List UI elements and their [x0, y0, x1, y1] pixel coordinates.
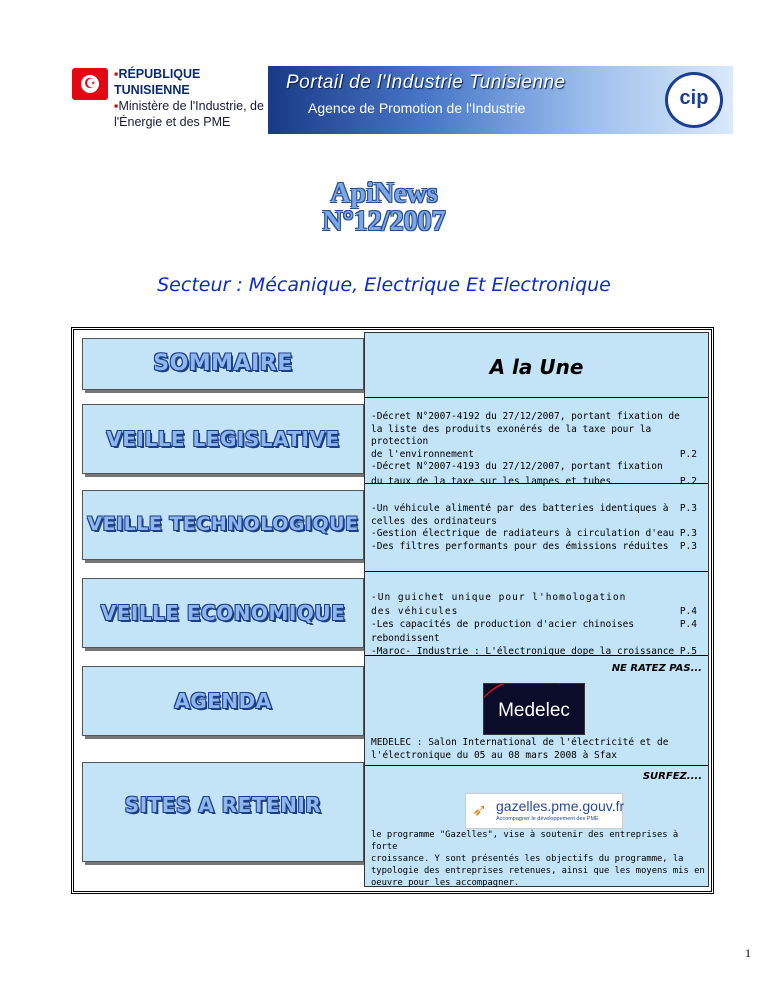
- veille-economique-box[interactable]: [82, 578, 364, 648]
- list-item[interactable]: celles des ordinateurs: [371, 515, 497, 527]
- list-item[interactable]: du taux de la taxe sur les lampes et tubes P.2: [371, 475, 697, 487]
- veille-legislative-heading: VEILLE LEGISLATIVE: [106, 427, 340, 451]
- list-item[interactable]: -Maroc- Industrie : L'électronique dope la croissance P.5: [371, 646, 697, 657]
- sommaire-box: [82, 338, 364, 390]
- sector-heading: Secteur : Mécanique, Electrique Et Electronique: [157, 274, 611, 296]
- content-column: [364, 332, 709, 887]
- sommaire-heading: SOMMAIRE: [153, 351, 293, 376]
- divider: [365, 483, 708, 484]
- republic-label: RÉPUBLIQUE TUNISIENNE: [114, 67, 201, 97]
- list-item[interactable]: la liste des produits exonérés de la taxe pour la protection: [371, 423, 652, 447]
- veille-legislative-box[interactable]: [82, 404, 364, 474]
- list-item[interactable]: -Décret N°2007-4192 du 27/12/2007, portant fixation de: [371, 411, 680, 422]
- list-item[interactable]: -Décret N°2007-4193 du 27/12/2007, portant fixation: [371, 461, 663, 472]
- divider: [365, 765, 708, 766]
- gazelles-logo[interactable]: ➶ gazelles.pme.gouv.fr Accompagner le développement des PME: [465, 793, 623, 829]
- agenda-heading: AGENDA: [174, 689, 272, 713]
- ministry-header: [72, 62, 268, 134]
- veille-technologique-box[interactable]: [82, 490, 364, 560]
- list-item[interactable]: de l'environnement P.2: [371, 448, 697, 460]
- summary-frame: [71, 327, 714, 894]
- cip-logo: cip: [665, 72, 723, 128]
- divider: [365, 655, 708, 656]
- tunisia-flag-icon: [72, 68, 108, 100]
- divider: [365, 397, 708, 398]
- medelec-logo[interactable]: Medelec: [483, 683, 585, 735]
- ministry-text: ▪RÉPUBLIQUE TUNISIENNE ▪Ministère de l'Industrie, de l'Énergie et des PME: [114, 67, 264, 129]
- portal-title: Portail de l'Industrie Tunisienne: [286, 72, 566, 93]
- ministry-label-2: l'Énergie et des PME: [114, 115, 231, 129]
- veille-economique-heading: VEILLE ECONOMIQUE: [100, 601, 346, 625]
- portal-banner: [268, 66, 733, 134]
- gazelle-icon: ➶: [472, 800, 488, 821]
- une-heading: A la Une: [489, 355, 584, 379]
- list-item[interactable]: -Un véhicule alimenté par des batteries identiques à P.3: [371, 503, 697, 514]
- list-item[interactable]: des véhicules P.4: [371, 605, 697, 617]
- list-item[interactable]: -Gestion électrique de radiateurs à circulation d'eau P.3: [371, 528, 697, 539]
- sites-note: SURFEZ....: [642, 771, 702, 782]
- legislative-list: [371, 411, 701, 488]
- list-item[interactable]: -Des filtres performants pour des émissions réduites P.3: [371, 540, 697, 552]
- page-number: 1: [745, 946, 751, 960]
- agenda-note: NE RATEZ PAS...: [611, 663, 702, 674]
- sites-text: le programme "Gazelles", vise à soutenir des entreprises à forte croissance. Y sont présentés les objectifs du programme, la typologie des entreprises retenues, ainsi que les moyens mis en oeuvre pour les accompagner.: [371, 830, 705, 888]
- economique-list: [371, 591, 701, 659]
- list-item[interactable]: -Un guichet unique pour l'homologation: [371, 592, 627, 603]
- veille-technologique-heading: VEILLE TECHNOLOGIQUE: [87, 513, 359, 535]
- technologique-list: [371, 503, 701, 553]
- sites-heading: SITES A RETENIR: [124, 793, 322, 817]
- agency-subtitle: Agence de Promotion de l'Industrie: [308, 100, 526, 116]
- agenda-box[interactable]: [82, 666, 364, 736]
- list-item[interactable]: -Les capacités de production d'acier chinoises rebondissent P.4: [371, 619, 697, 644]
- sites-box[interactable]: [82, 762, 364, 862]
- newsletter-issue: N°12/2007: [322, 206, 446, 237]
- ministry-label: Ministère de l'Industrie, de: [118, 99, 264, 113]
- divider: [365, 571, 708, 572]
- newsletter-title: ApiNews: [330, 178, 438, 209]
- agenda-text: MEDELEC : Salon International de l'électricité et de l'électronique du 05 au 08 mars 2008 à Sfax: [371, 737, 669, 761]
